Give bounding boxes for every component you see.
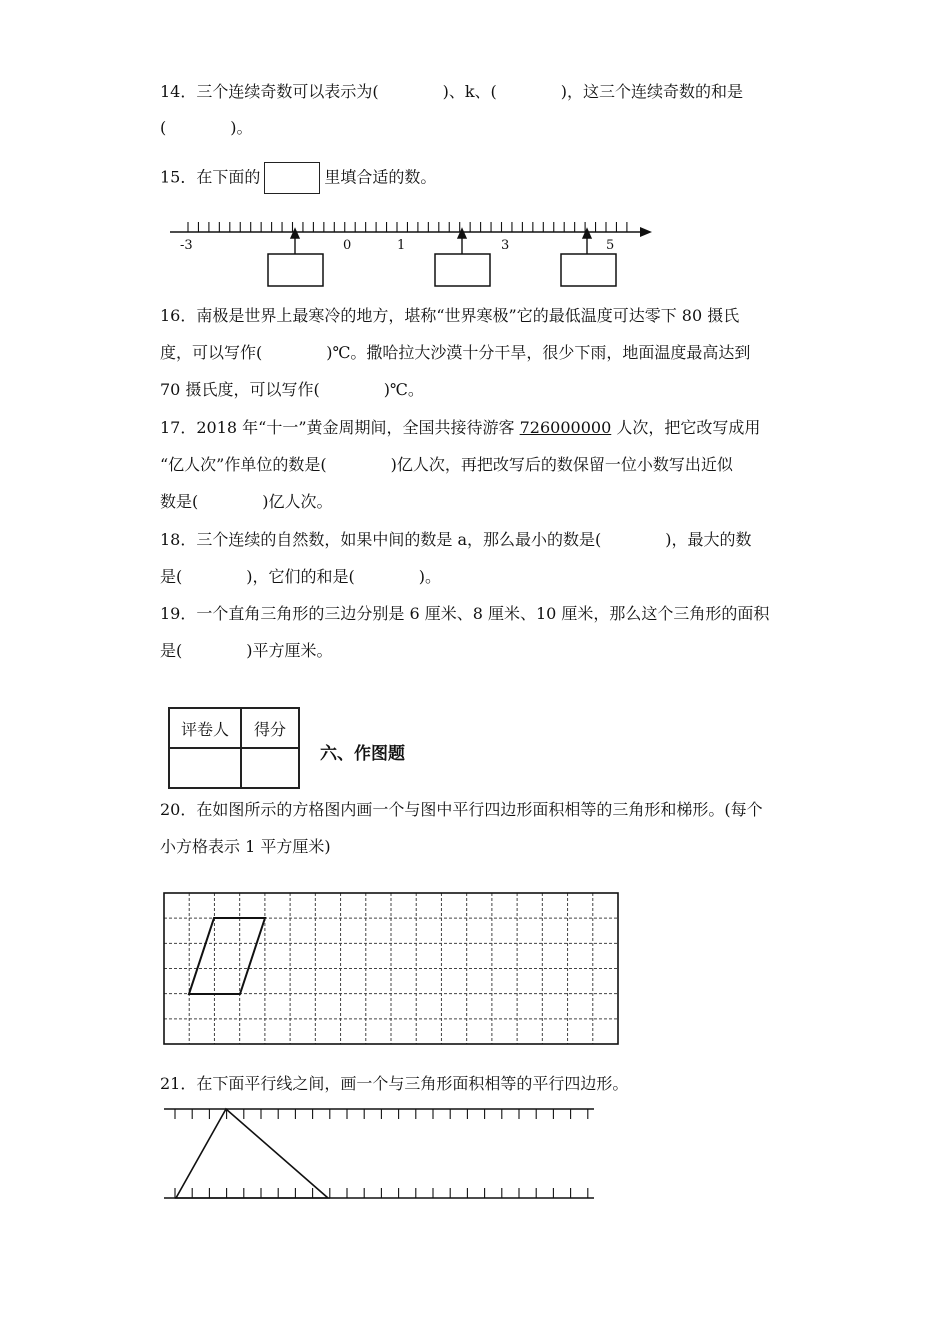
q20-line1: 20．在如图所示的方格图内画一个与图中平行四边形面积相等的三角形和梯形。(每个 bbox=[160, 800, 763, 819]
grid-lines bbox=[164, 893, 618, 1044]
score-header: 得分 bbox=[241, 708, 299, 748]
nl-label-5: 5 bbox=[606, 238, 615, 253]
q18-line2: 是( )，它们的和是( )。 bbox=[160, 567, 441, 586]
q14-line1: 14．三个连续奇数可以表示为( )、k、( )，这三个连续奇数的和是 bbox=[160, 82, 744, 101]
q17-number: 726000000 bbox=[519, 418, 612, 437]
q16-line2: 度，可以写作( )℃。撒哈拉大沙漠十分干旱，很少下雨，地面温度最高达到 bbox=[160, 343, 751, 362]
q20-line2: 小方格表示 1 平方厘米) bbox=[160, 837, 331, 856]
reviewer-header: 评卷人 bbox=[169, 708, 241, 748]
q21-triangle bbox=[176, 1109, 328, 1198]
q17-line2: “亿人次”作单位的数是( )亿人次，再把改写后的数保留一位小数写出近似 bbox=[160, 455, 733, 474]
nl-label-neg3: -3 bbox=[180, 238, 193, 253]
q15-before: 15．在下面的 bbox=[160, 167, 261, 187]
q19-line2: 是( )平方厘米。 bbox=[160, 641, 333, 660]
nl-label-1: 1 bbox=[397, 238, 406, 253]
q16-line1: 16．南极是世界上最寒冷的地方，堪称“世界寒极”它的最低温度可达零下 80 摄氏 bbox=[160, 306, 740, 325]
q16-line3: 70 摄氏度，可以写作( )℃。 bbox=[160, 380, 424, 399]
q19-line1: 19．一个直角三角形的三边分别是 6 厘米、8 厘米、10 厘米，那么这个三角形的面积 bbox=[160, 604, 770, 623]
q17-line3: 数是( )亿人次。 bbox=[160, 492, 333, 511]
q18-line1: 18．三个连续的自然数，如果中间的数是 a，那么最小的数是( )，最大的数 bbox=[160, 530, 752, 549]
parallelogram-shape bbox=[189, 918, 265, 994]
section-title: 六、作图题 bbox=[320, 744, 405, 764]
q17-line1-b: 人次，把它改写成用 bbox=[611, 418, 761, 437]
q21-ticks bbox=[175, 1109, 588, 1198]
q21-line1: 21．在下面平行线之间，画一个与三角形面积相等的平行四边形。 bbox=[160, 1074, 629, 1093]
nl-label-3: 3 bbox=[501, 238, 510, 253]
nl-label-0: 0 bbox=[343, 238, 352, 253]
q15-after: 里填合适的数。 bbox=[324, 167, 437, 187]
q14-line2: ( )。 bbox=[160, 118, 253, 137]
q17-line1-a: 17．2018 年“十一”黄金周期间，全国共接待游客 bbox=[160, 418, 520, 437]
